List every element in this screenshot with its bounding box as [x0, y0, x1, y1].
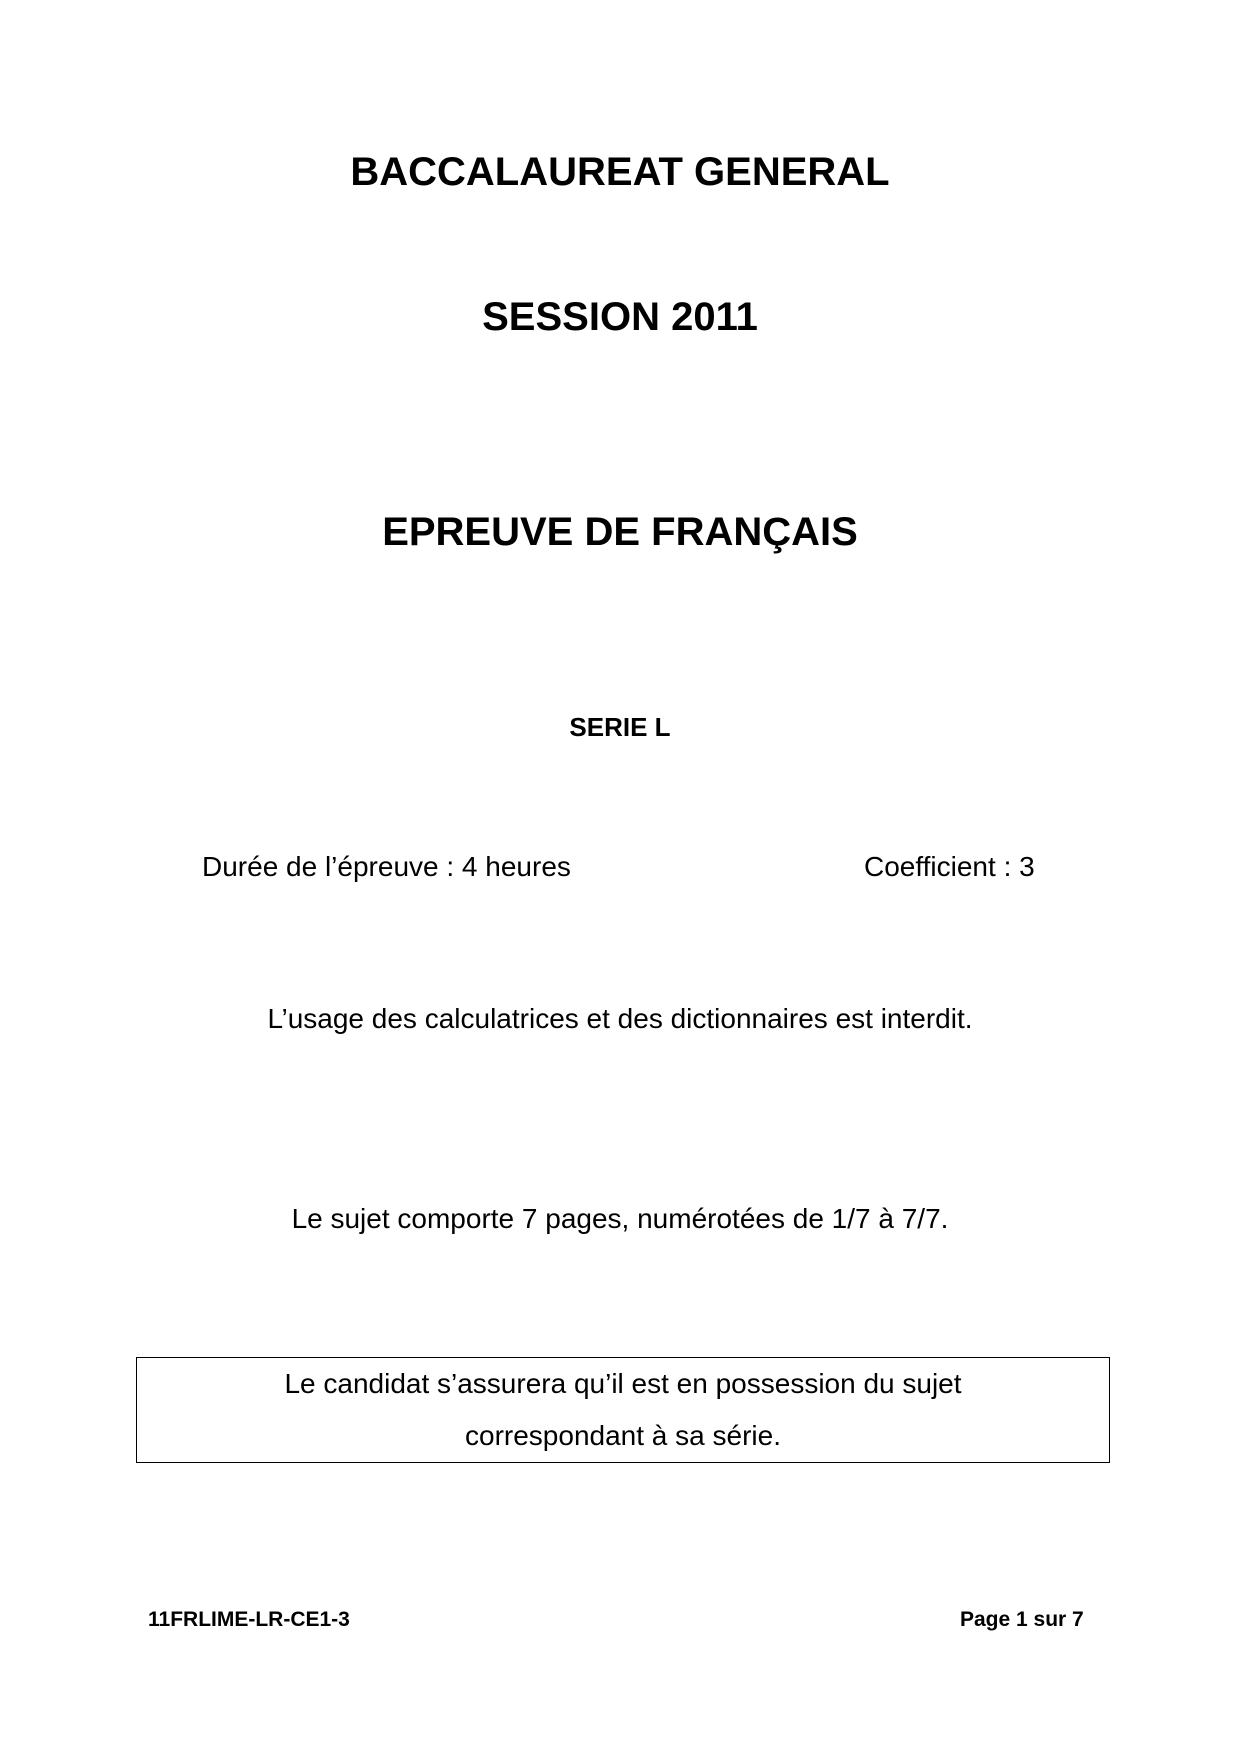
- series-label: SERIE L: [569, 712, 671, 742]
- page-count-text: Le sujet comporte 7 pages, numérotées de 1/7 à 7/7.: [291, 1203, 949, 1234]
- coefficient-text: Coefficient : 3: [864, 851, 1035, 882]
- page-number: Page 1 sur 7: [960, 1608, 1084, 1631]
- usage-rule-text: L’usage des calculatrices et des dictionnaires est interdit.: [267, 1003, 973, 1034]
- exam-title: BACCALAUREAT GENERAL: [350, 150, 890, 194]
- notice-box: [136, 1357, 1110, 1463]
- notice-line-1: Le candidat s’assurera qu’il est en possession du sujet: [284, 1368, 962, 1399]
- session-title: SESSION 2011: [482, 295, 758, 339]
- notice-line-2: correspondant à sa série.: [465, 1420, 781, 1451]
- subject-title: EPREUVE DE FRANÇAIS: [382, 510, 858, 554]
- duration-text: Durée de l’épreuve : 4 heures: [202, 851, 571, 882]
- document-code: 11FRLIME-LR-CE1-3: [148, 1608, 350, 1631]
